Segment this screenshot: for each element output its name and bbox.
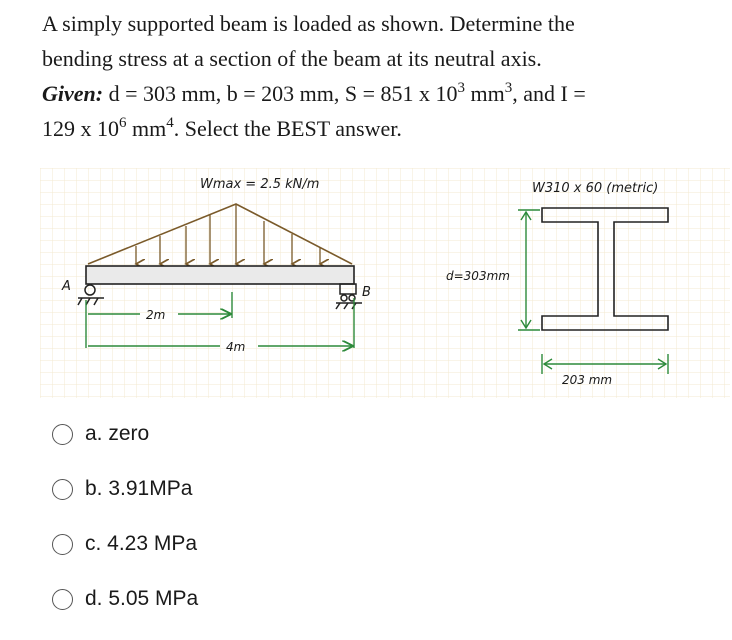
section-label: W310 x 60 (metric) <box>532 181 659 196</box>
given-values: d = 303 mm, b = 203 mm, S = 851 x 10 <box>103 81 458 106</box>
option-label: b. 3.91MPa <box>85 477 193 500</box>
question-line-4 <box>42 111 722 146</box>
inertia-value: 129 x 10 <box>42 116 119 141</box>
exponent: 4 <box>166 115 174 131</box>
radio-button[interactable] <box>52 534 73 555</box>
beam <box>86 266 354 284</box>
unit: mm <box>465 81 505 106</box>
option-label: c. 4.23 MPa <box>85 532 198 555</box>
support-a-label: A <box>62 279 71 294</box>
given-values-end: , and I = <box>512 81 586 106</box>
unit: mm <box>126 116 167 141</box>
question-text <box>42 6 722 146</box>
option-label: d. 5.05 MPa <box>85 587 199 610</box>
option-d[interactable] <box>52 585 198 613</box>
question-line-3 <box>42 76 722 111</box>
exponent: 3 <box>457 80 465 96</box>
beam-figure <box>40 168 730 398</box>
exponent: 6 <box>119 115 127 131</box>
dim-4m-label: 4m <box>226 340 246 354</box>
load-label: Wmax = 2.5 kN/m <box>200 177 320 192</box>
dim-2m-label: 2m <box>146 308 166 322</box>
question-line-1: A simply supported beam is loaded as shown. Determine the <box>42 11 575 36</box>
exponent: 3 <box>504 80 513 96</box>
given-label: Given: <box>42 81 104 106</box>
radio-button[interactable] <box>52 424 73 445</box>
option-label: a. zero <box>85 422 150 445</box>
option-c[interactable] <box>52 530 198 558</box>
question-line-2: bending stress at a section of the beam at its neutral axis. <box>42 46 542 71</box>
support-b-label: B <box>362 285 371 300</box>
option-b[interactable] <box>52 475 198 503</box>
instruction: . Select the BEST answer. <box>173 116 402 141</box>
width-label: 203 mm <box>562 373 613 387</box>
depth-label: d=303mm <box>446 269 510 283</box>
option-a[interactable] <box>52 420 198 448</box>
radio-button[interactable] <box>52 589 73 610</box>
radio-button[interactable] <box>52 479 73 500</box>
answer-options <box>52 420 198 640</box>
